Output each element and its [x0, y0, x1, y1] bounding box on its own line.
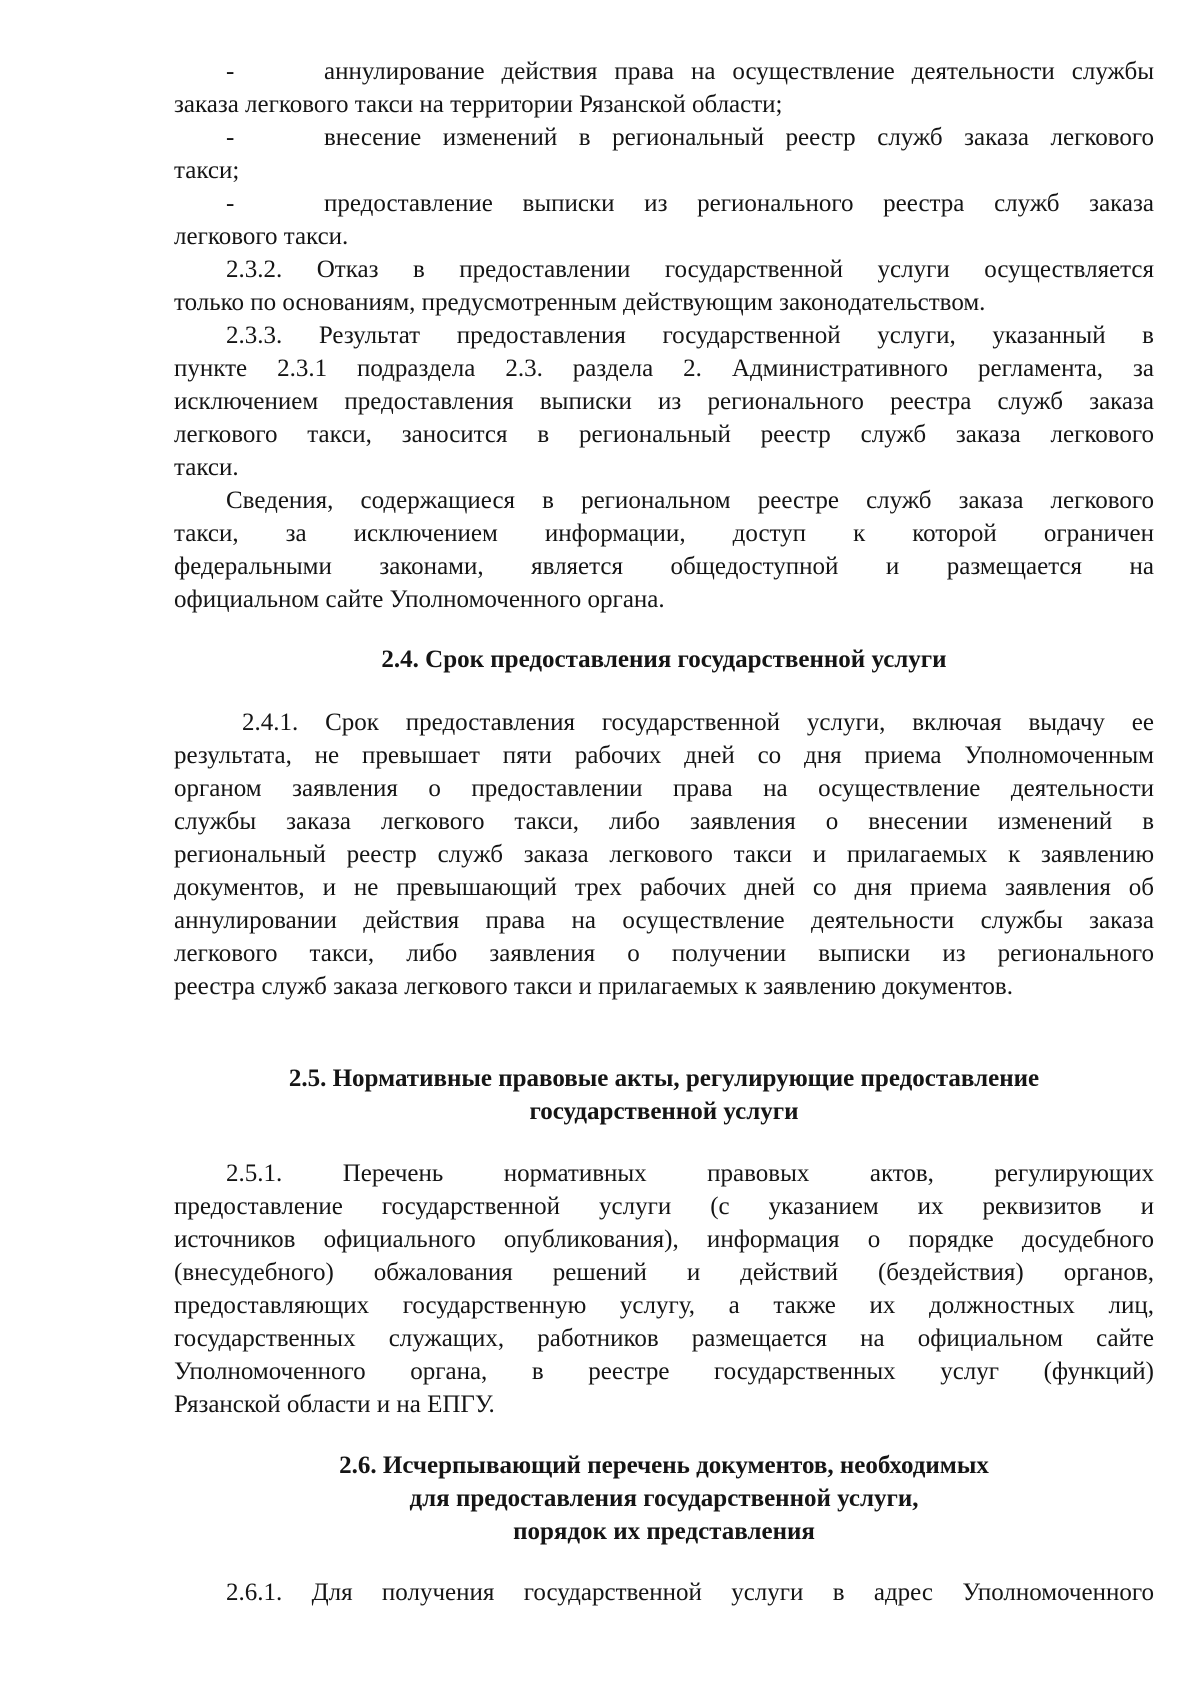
- text-line: государственных служащих, работников размещается на официальном сайте: [174, 1325, 1154, 1352]
- text-line: только по основаниям, предусмотренным действующим законодательством.: [174, 289, 986, 316]
- paragraph-2-3-2: [174, 253, 1154, 319]
- text-line: службы заказа легкового такси, либо заявления о внесении изменений в: [174, 808, 1154, 835]
- text-line: 2.3.2. Отказ в предоставлении государственной услуги осуществляется: [226, 256, 1154, 283]
- text-line: документов, и не превышающий трех рабочих дней со дня приема заявления об: [174, 874, 1154, 901]
- list-item-text: предоставление выписки из регионального реестра служб заказа: [324, 190, 1154, 217]
- paragraph-registry-info: [174, 484, 1154, 616]
- paragraph-2-6-1: [174, 1576, 1154, 1609]
- text-line: пункте 2.3.1 подраздела 2.3. раздела 2. Административного регламента, за: [174, 355, 1154, 382]
- section-heading-2-6: [174, 1449, 1154, 1548]
- text-line: результата, не превышает пяти рабочих дней со дня приема Уполномоченным: [174, 742, 1154, 769]
- text-line: (внесудебного) обжалования решений и действий (бездействия) органов,: [174, 1259, 1154, 1286]
- text-line: исключением предоставления выписки из регионального реестра служб заказа: [174, 388, 1154, 415]
- heading-line: 2.5. Нормативные правовые акты, регулирующие предоставление: [288, 1065, 1040, 1092]
- text-line: региональный реестр служб заказа легкового такси и прилагаемых к заявлению: [174, 841, 1154, 868]
- list-item-continuation: легкового такси.: [174, 223, 349, 250]
- list-marker: -: [226, 58, 235, 85]
- heading-line: 2.6. Исчерпывающий перечень документов, необходимых: [339, 1452, 989, 1479]
- text-line: реестра служб заказа легкового такси и прилагаемых к заявлению документов.: [174, 973, 1013, 1000]
- text-line: 2.4.1. Срок предоставления государственной услуги, включая выдачу ее: [242, 709, 1154, 736]
- text-line: 2.6.1. Для получения государственной услуги в адрес Уполномоченного: [226, 1579, 1154, 1606]
- text-line: легкового такси, либо заявления о получении выписки из регионального: [174, 940, 1154, 967]
- list-marker: -: [226, 124, 235, 151]
- paragraph-2-4-1: [174, 706, 1154, 1003]
- text-line: источников официального опубликования), информация о порядке досудебного: [174, 1226, 1154, 1253]
- list-item: [174, 121, 1154, 187]
- section-heading-2-4: [174, 643, 1154, 676]
- paragraph-2-3-3: [174, 319, 1154, 484]
- text-line: такси.: [174, 454, 239, 481]
- text-line: 2.3.3. Результат предоставления государственной услуги, указанный в: [226, 322, 1154, 349]
- list-item: [174, 55, 1154, 121]
- list-item-text: аннулирование действия права на осуществление деятельности службы: [324, 58, 1154, 85]
- text-line: Уполномоченного органа, в реестре государственных услуг (функций): [174, 1358, 1154, 1385]
- text-line: предоставление государственной услуги (с указанием их реквизитов и: [174, 1193, 1154, 1220]
- text-line: Рязанской области и на ЕПГУ.: [174, 1391, 495, 1418]
- bullet-list: [174, 55, 1154, 253]
- heading-line: 2.4. Срок предоставления государственной услуги: [381, 646, 947, 673]
- list-item-text: внесение изменений в региональный реестр служб заказа легкового: [324, 124, 1154, 151]
- heading-line: порядок их представления: [513, 1518, 815, 1545]
- list-marker: -: [226, 190, 235, 217]
- text-line: легкового такси, заносится в региональный реестр служб заказа легкового: [174, 421, 1154, 448]
- paragraph-2-5-1: [174, 1157, 1154, 1421]
- text-line: Сведения, содержащиеся в региональном реестре служб заказа легкового: [226, 487, 1154, 514]
- text-line: предоставляющих государственную услугу, а также их должностных лиц,: [174, 1292, 1154, 1319]
- list-item: [174, 187, 1154, 253]
- section-heading-2-5: [174, 1062, 1154, 1128]
- text-line: такси, за исключением информации, доступ к которой ограничен: [174, 520, 1154, 547]
- list-item-continuation: заказа легкового такси на территории Рязанской области;: [174, 91, 783, 118]
- text-line: органом заявления о предоставлении права на осуществление деятельности: [174, 775, 1154, 802]
- heading-line: государственной услуги: [529, 1098, 799, 1125]
- text-line: федеральными законами, является общедоступной и размещается на: [174, 553, 1154, 580]
- text-line: аннулировании действия права на осуществление деятельности службы заказа: [174, 907, 1154, 934]
- list-item-continuation: такси;: [174, 157, 240, 184]
- text-line: официальном сайте Уполномоченного органа.: [174, 586, 665, 613]
- text-line: 2.5.1. Перечень нормативных правовых актов, регулирующих: [226, 1160, 1154, 1187]
- heading-line: для предоставления государственной услуги,: [409, 1485, 919, 1512]
